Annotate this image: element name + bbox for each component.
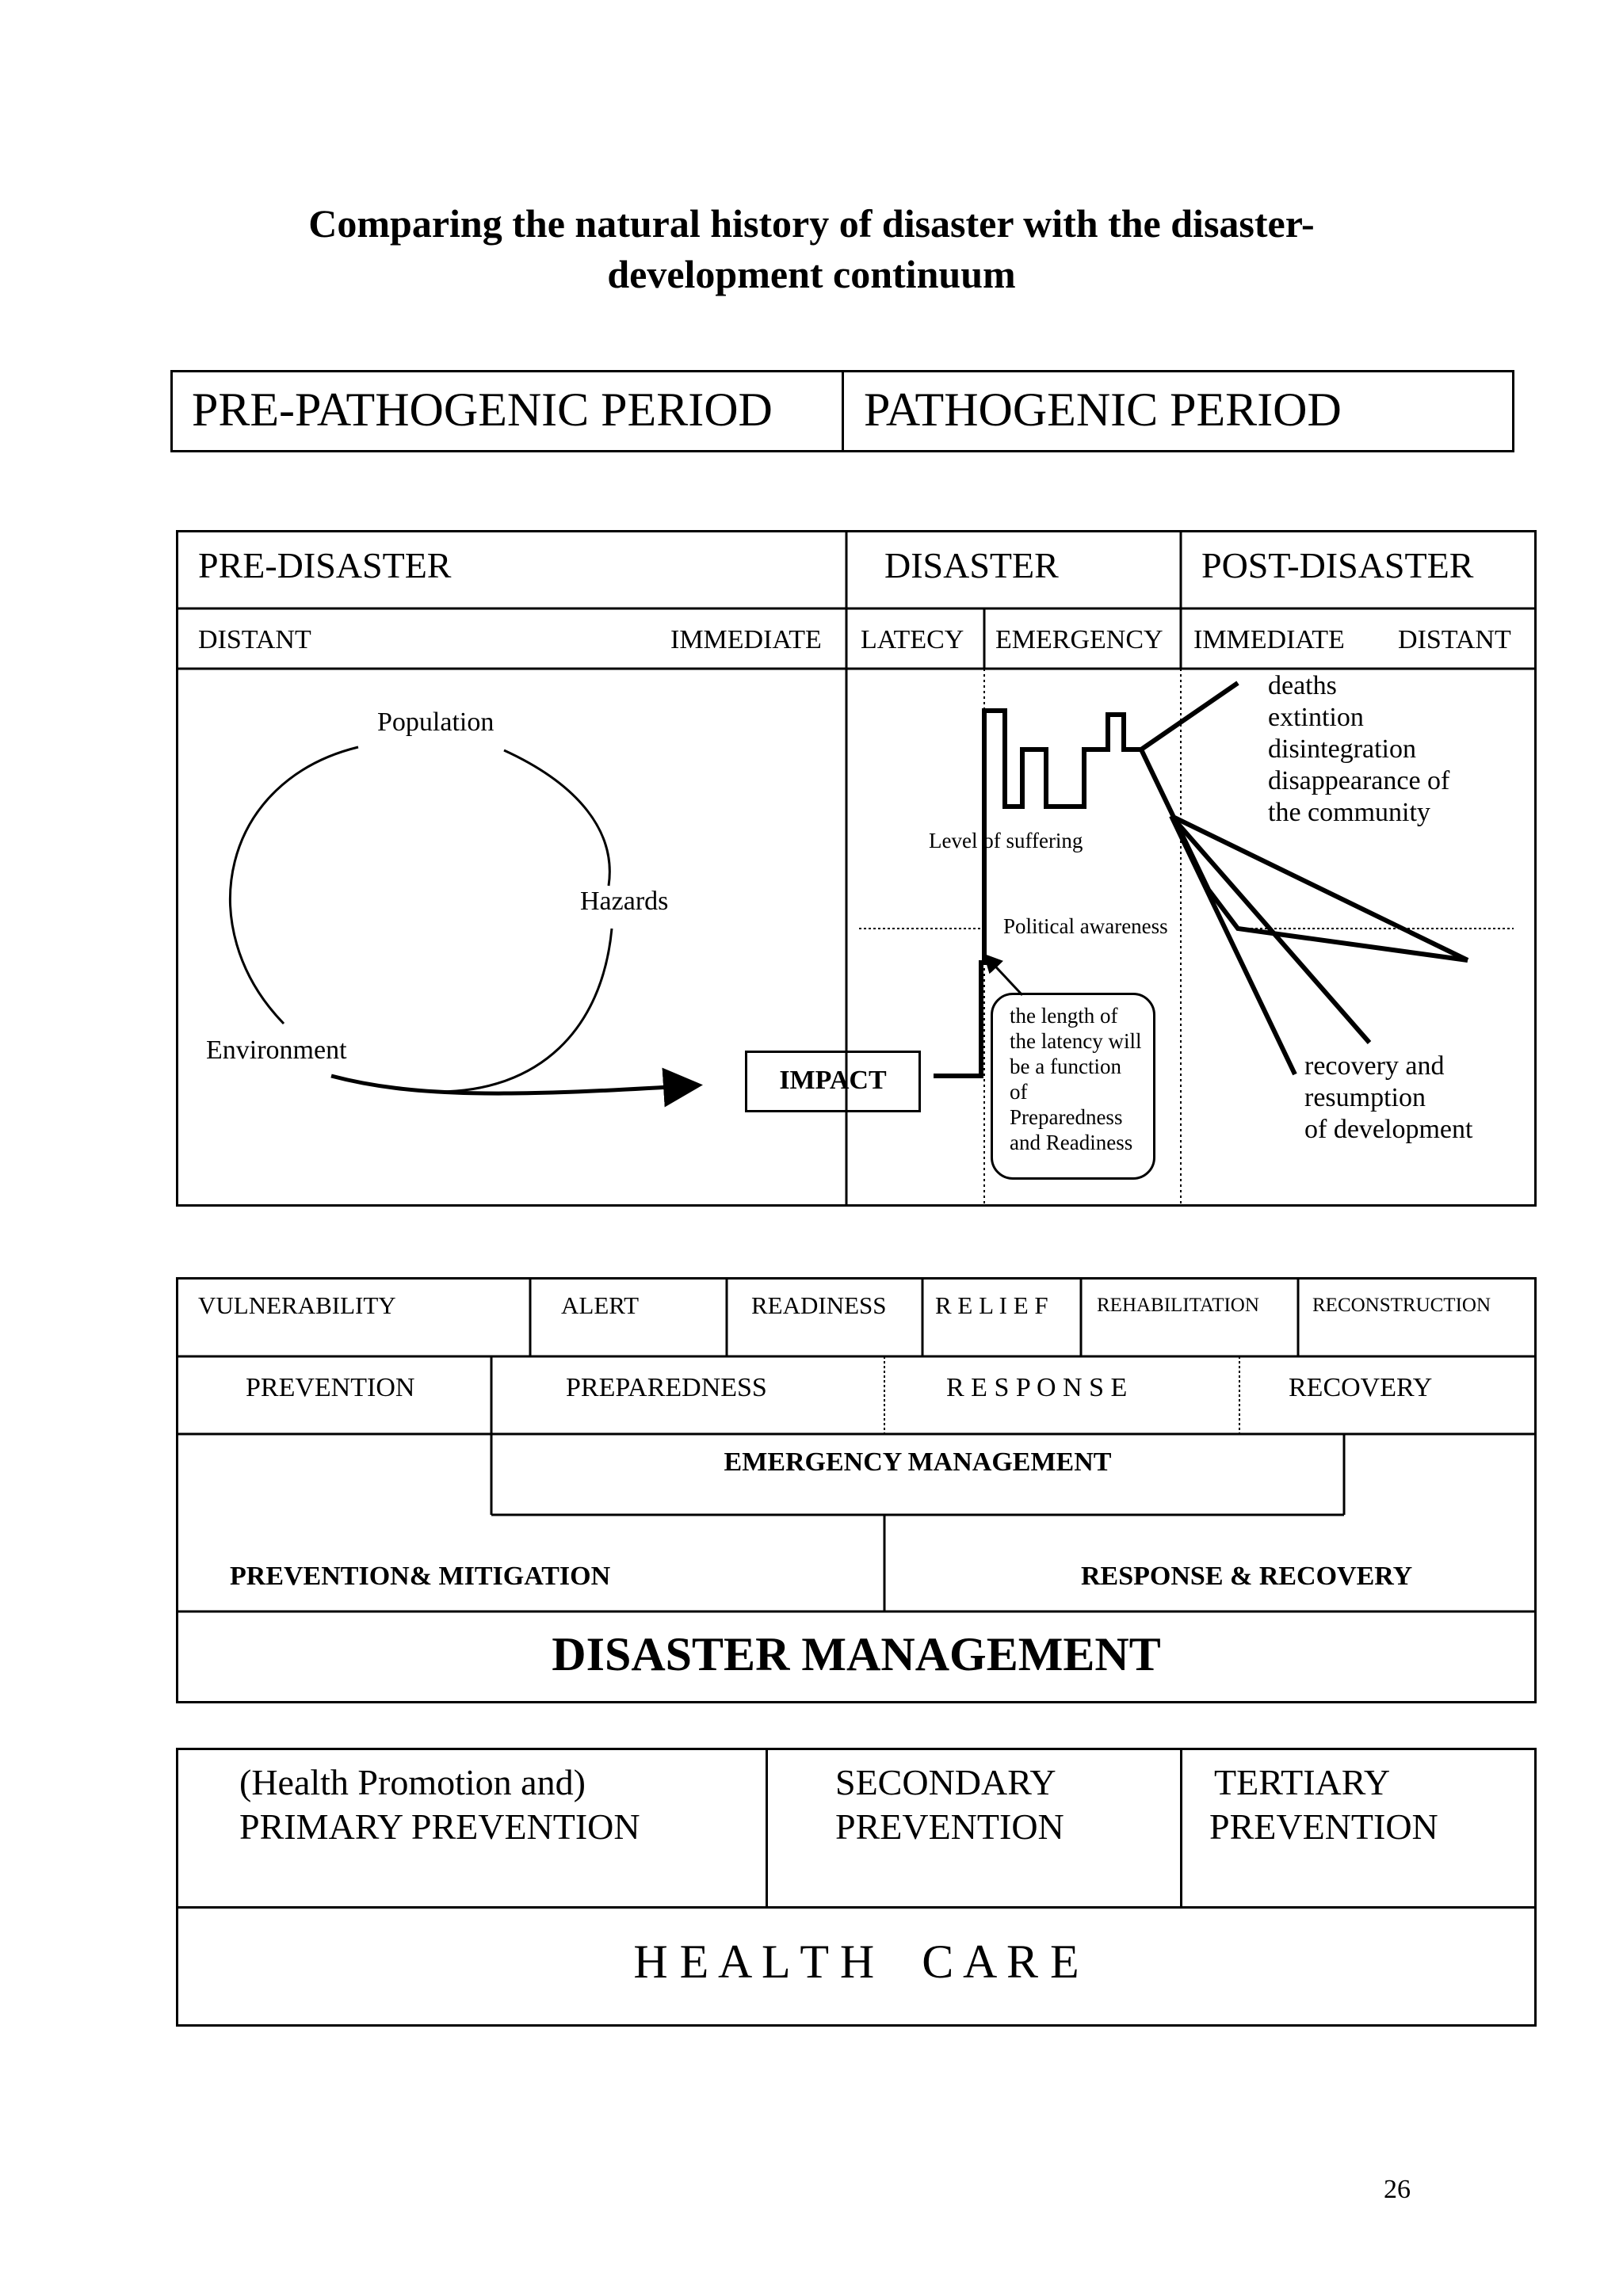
phase-prevention: PREVENTION [246, 1373, 415, 1402]
latency-note-text: the length of the latency will be a function of Preparedness and Readiness [1010, 1004, 1142, 1154]
health-care-label: H E A L T H C A R E [633, 1936, 1079, 1988]
page-title-line-1: Comparing the natural history of disaster with the disaster- [308, 201, 1315, 246]
phase-recovery: RECOVERY [1289, 1373, 1433, 1402]
phase-response: R E S P O N S E [946, 1373, 1128, 1402]
stage-relief: R E L I E F [935, 1291, 1048, 1319]
phase-preparedness: PREPAREDNESS [566, 1373, 767, 1402]
impact-label: IMPACT [779, 1066, 887, 1095]
stage-readiness: READINESS [751, 1291, 887, 1319]
post-distant-label: DISTANT [1398, 625, 1511, 654]
pre-distant-label: DISTANT [198, 625, 311, 654]
health-divider-1 [766, 1748, 768, 1908]
political-awareness-label: Political awareness [1003, 914, 1168, 938]
prevention-mitigation-label: PREVENTION& MITIGATION [230, 1562, 611, 1591]
pathogenic-period-label: PATHOGENIC PERIOD [864, 383, 1342, 436]
pre-immediate-label: IMMEDIATE [670, 625, 822, 654]
emergency-management-label: EMERGENCY MANAGEMENT [724, 1447, 1112, 1477]
health-divider-2 [1180, 1748, 1182, 1908]
post-immediate-label: IMMEDIATE [1193, 625, 1345, 654]
page-title-line-2: development continuum [607, 252, 1016, 296]
latency-label: LATECY [861, 625, 964, 654]
secondary-prevention-label: SECONDARY PREVENTION [835, 1762, 1064, 1847]
hazards-label: Hazards [580, 887, 669, 916]
level-of-suffering-label: Level of suffering [929, 829, 1083, 852]
pre-disaster-label: PRE-DISASTER [198, 545, 452, 585]
post-disaster-label: POST-DISASTER [1201, 545, 1474, 585]
primary-prevention-label: (Health Promotion and) PRIMARY PREVENTION [239, 1762, 640, 1847]
response-recovery-label: RESPONSE & RECOVERY [1081, 1562, 1413, 1591]
health-row-divider [176, 1906, 1537, 1909]
pre-pathogenic-period-label: PRE-PATHOGENIC PERIOD [192, 383, 773, 436]
tertiary-prevention-label: TERTIARY PREVENTION [1209, 1762, 1438, 1847]
stage-alert: ALERT [561, 1291, 640, 1319]
stage-reconstruction: RECONSTRUCTION [1312, 1295, 1491, 1316]
stage-vulnerability: VULNERABILITY [198, 1291, 396, 1319]
population-label: Population [377, 707, 495, 737]
page-number: 26 [1384, 2175, 1411, 2204]
emergency-label: EMERGENCY [995, 625, 1163, 654]
good-outcomes-list: recovery and resumption of development [1304, 1051, 1473, 1144]
disaster-management-label: DISASTER MANAGEMENT [552, 1628, 1161, 1680]
environment-label: Environment [206, 1035, 347, 1065]
disaster-label: DISASTER [884, 545, 1059, 585]
bad-outcomes-list: deaths extintion disintegration disappearance of the community [1268, 671, 1450, 827]
stage-rehabilitation: REHABILITATION [1097, 1295, 1259, 1316]
